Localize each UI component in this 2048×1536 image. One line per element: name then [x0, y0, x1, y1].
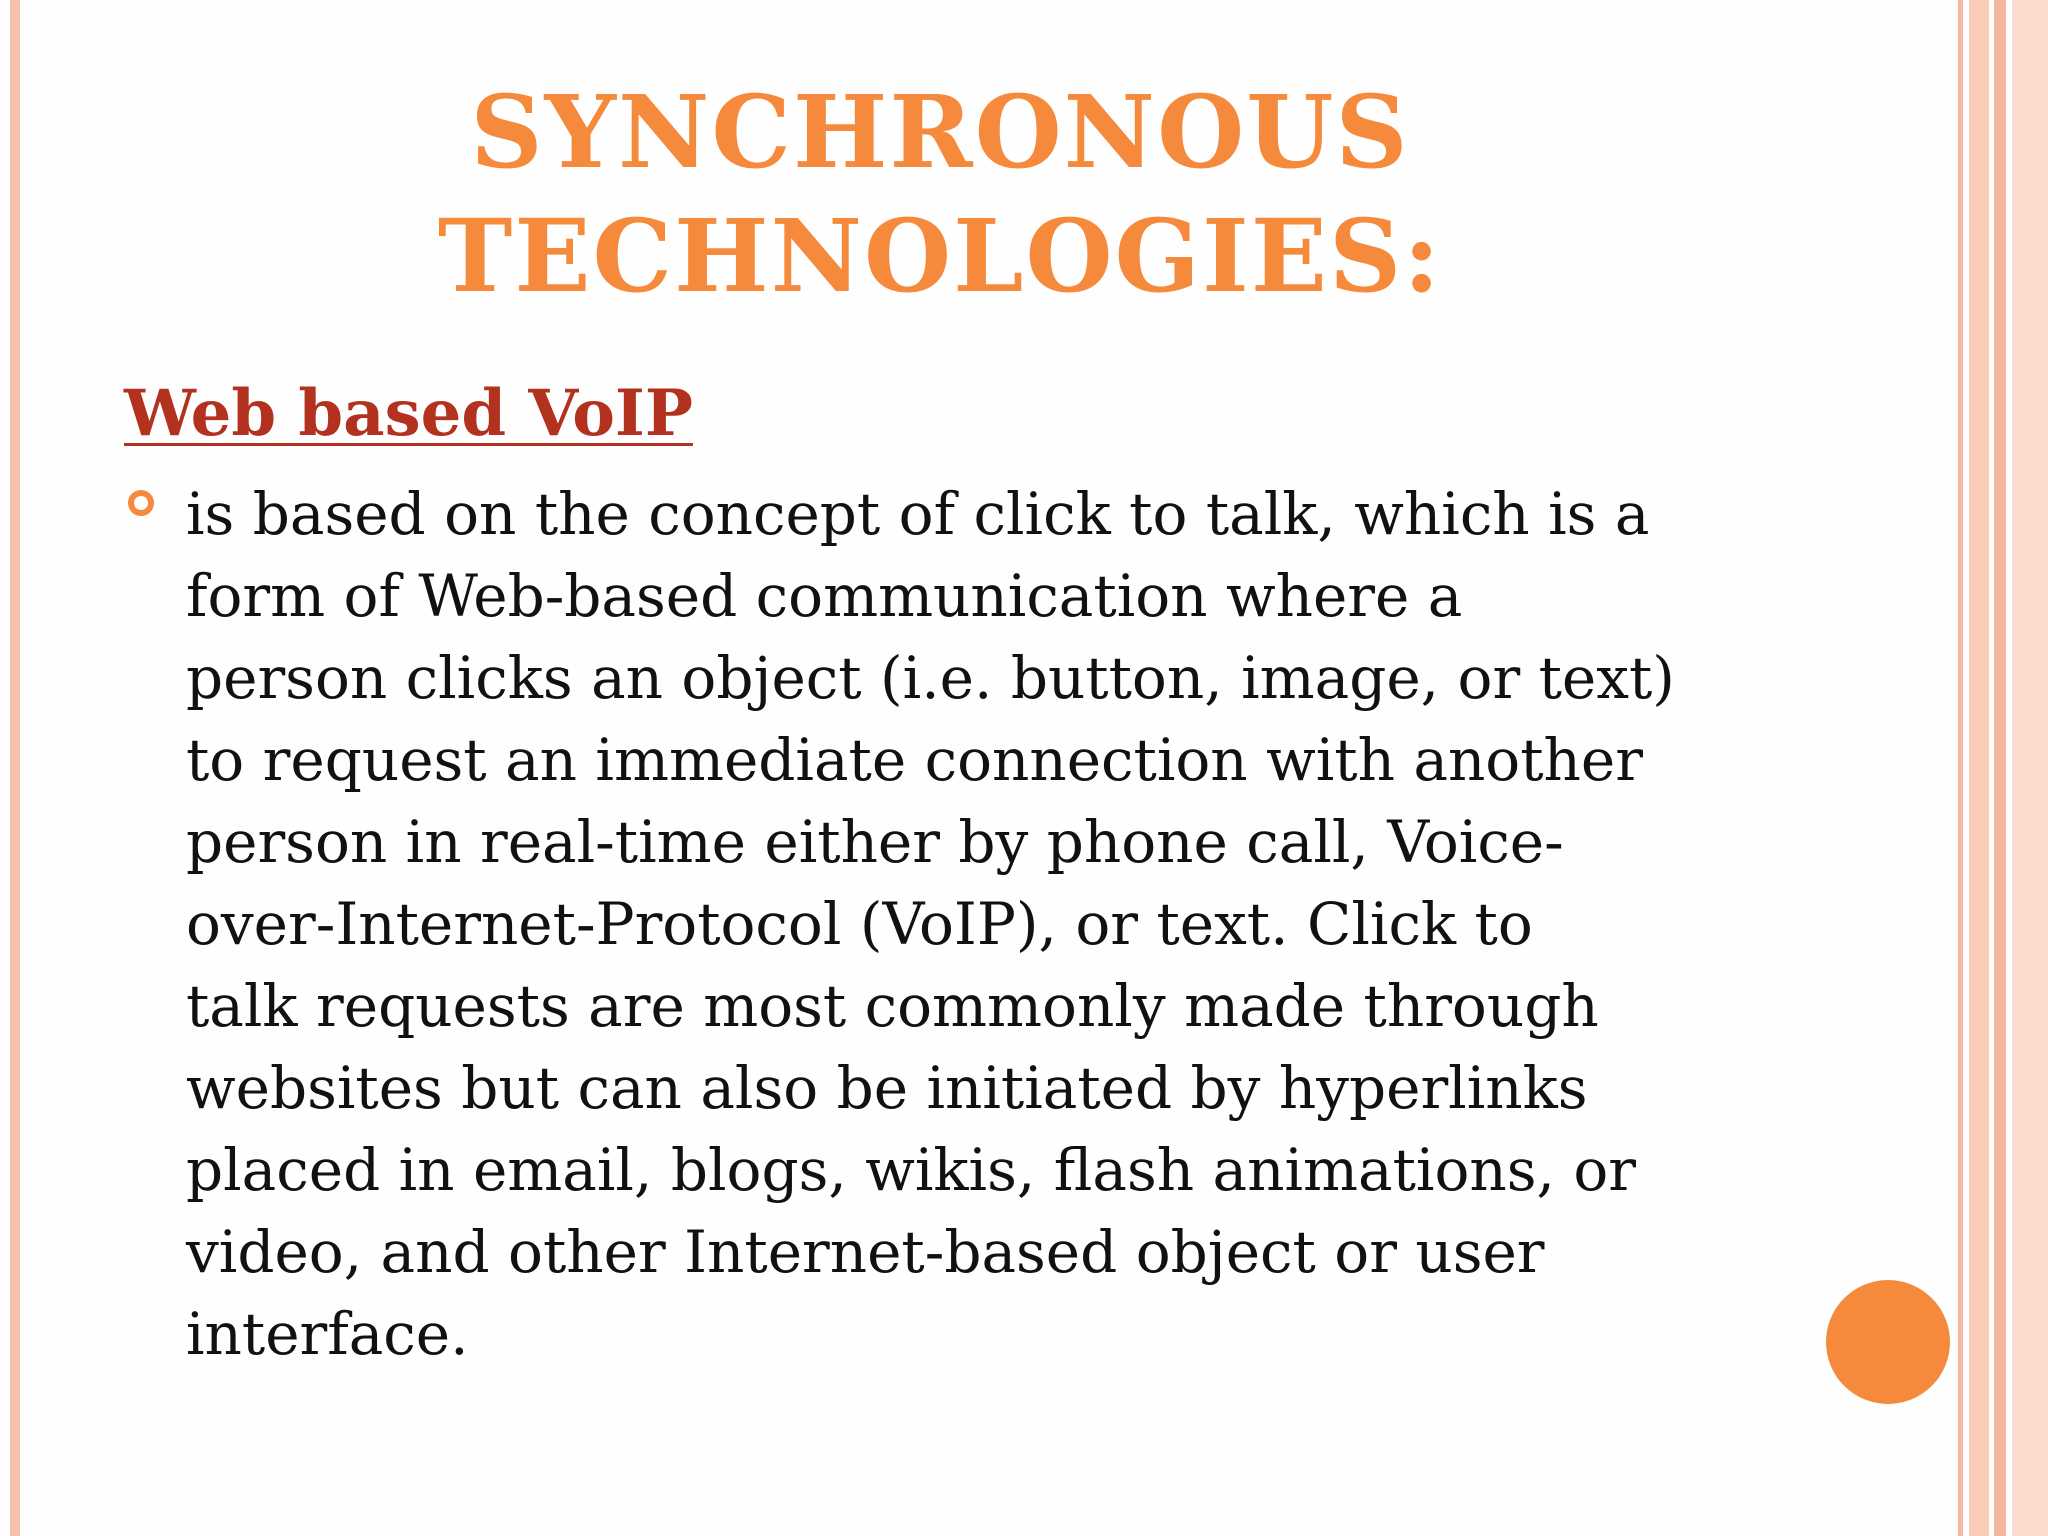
- bullet-line: talk requests are most commonly made through: [186, 972, 1599, 1040]
- slide-title-line-1: SYNCHRONOUS: [470, 73, 1410, 191]
- orange-circle-icon: [1826, 1280, 1950, 1404]
- bullet-line: is based on the concept of click to talk, which is a: [186, 480, 1650, 548]
- right-border-stripe-2: [1969, 0, 1989, 1536]
- section-subheading: Web based VoIP: [124, 376, 693, 451]
- bullet-line: person in real-time either by phone call, Voice-: [186, 808, 1564, 876]
- bullet-line: websites but can also be initiated by hyperlinks: [186, 1054, 1588, 1122]
- bullet-paragraph: [186, 473, 1786, 1375]
- bullet-line: to request an immediate connection with another: [186, 726, 1643, 794]
- slide-title: [0, 70, 1880, 318]
- bullet-line: video, and other Internet-based object or user: [186, 1218, 1545, 1286]
- bullet-line: person clicks an object (i.e. button, image, or text): [186, 644, 1675, 712]
- slide-title-line-2: TECHNOLOGIES:: [437, 197, 1443, 315]
- right-border-stripe-3: [1994, 0, 2006, 1536]
- right-border-stripe-4: [2012, 0, 2048, 1536]
- bullet-line: interface.: [186, 1300, 469, 1368]
- right-border-stripe-1: [1958, 0, 1963, 1536]
- bullet-line: over-Internet-Protocol (VoIP), or text. Click to: [186, 890, 1533, 958]
- bullet-line: form of Web-based communication where a: [186, 562, 1463, 630]
- hollow-circle-bullet-icon: [128, 490, 154, 516]
- bullet-line: placed in email, blogs, wikis, flash animations, or: [186, 1136, 1637, 1204]
